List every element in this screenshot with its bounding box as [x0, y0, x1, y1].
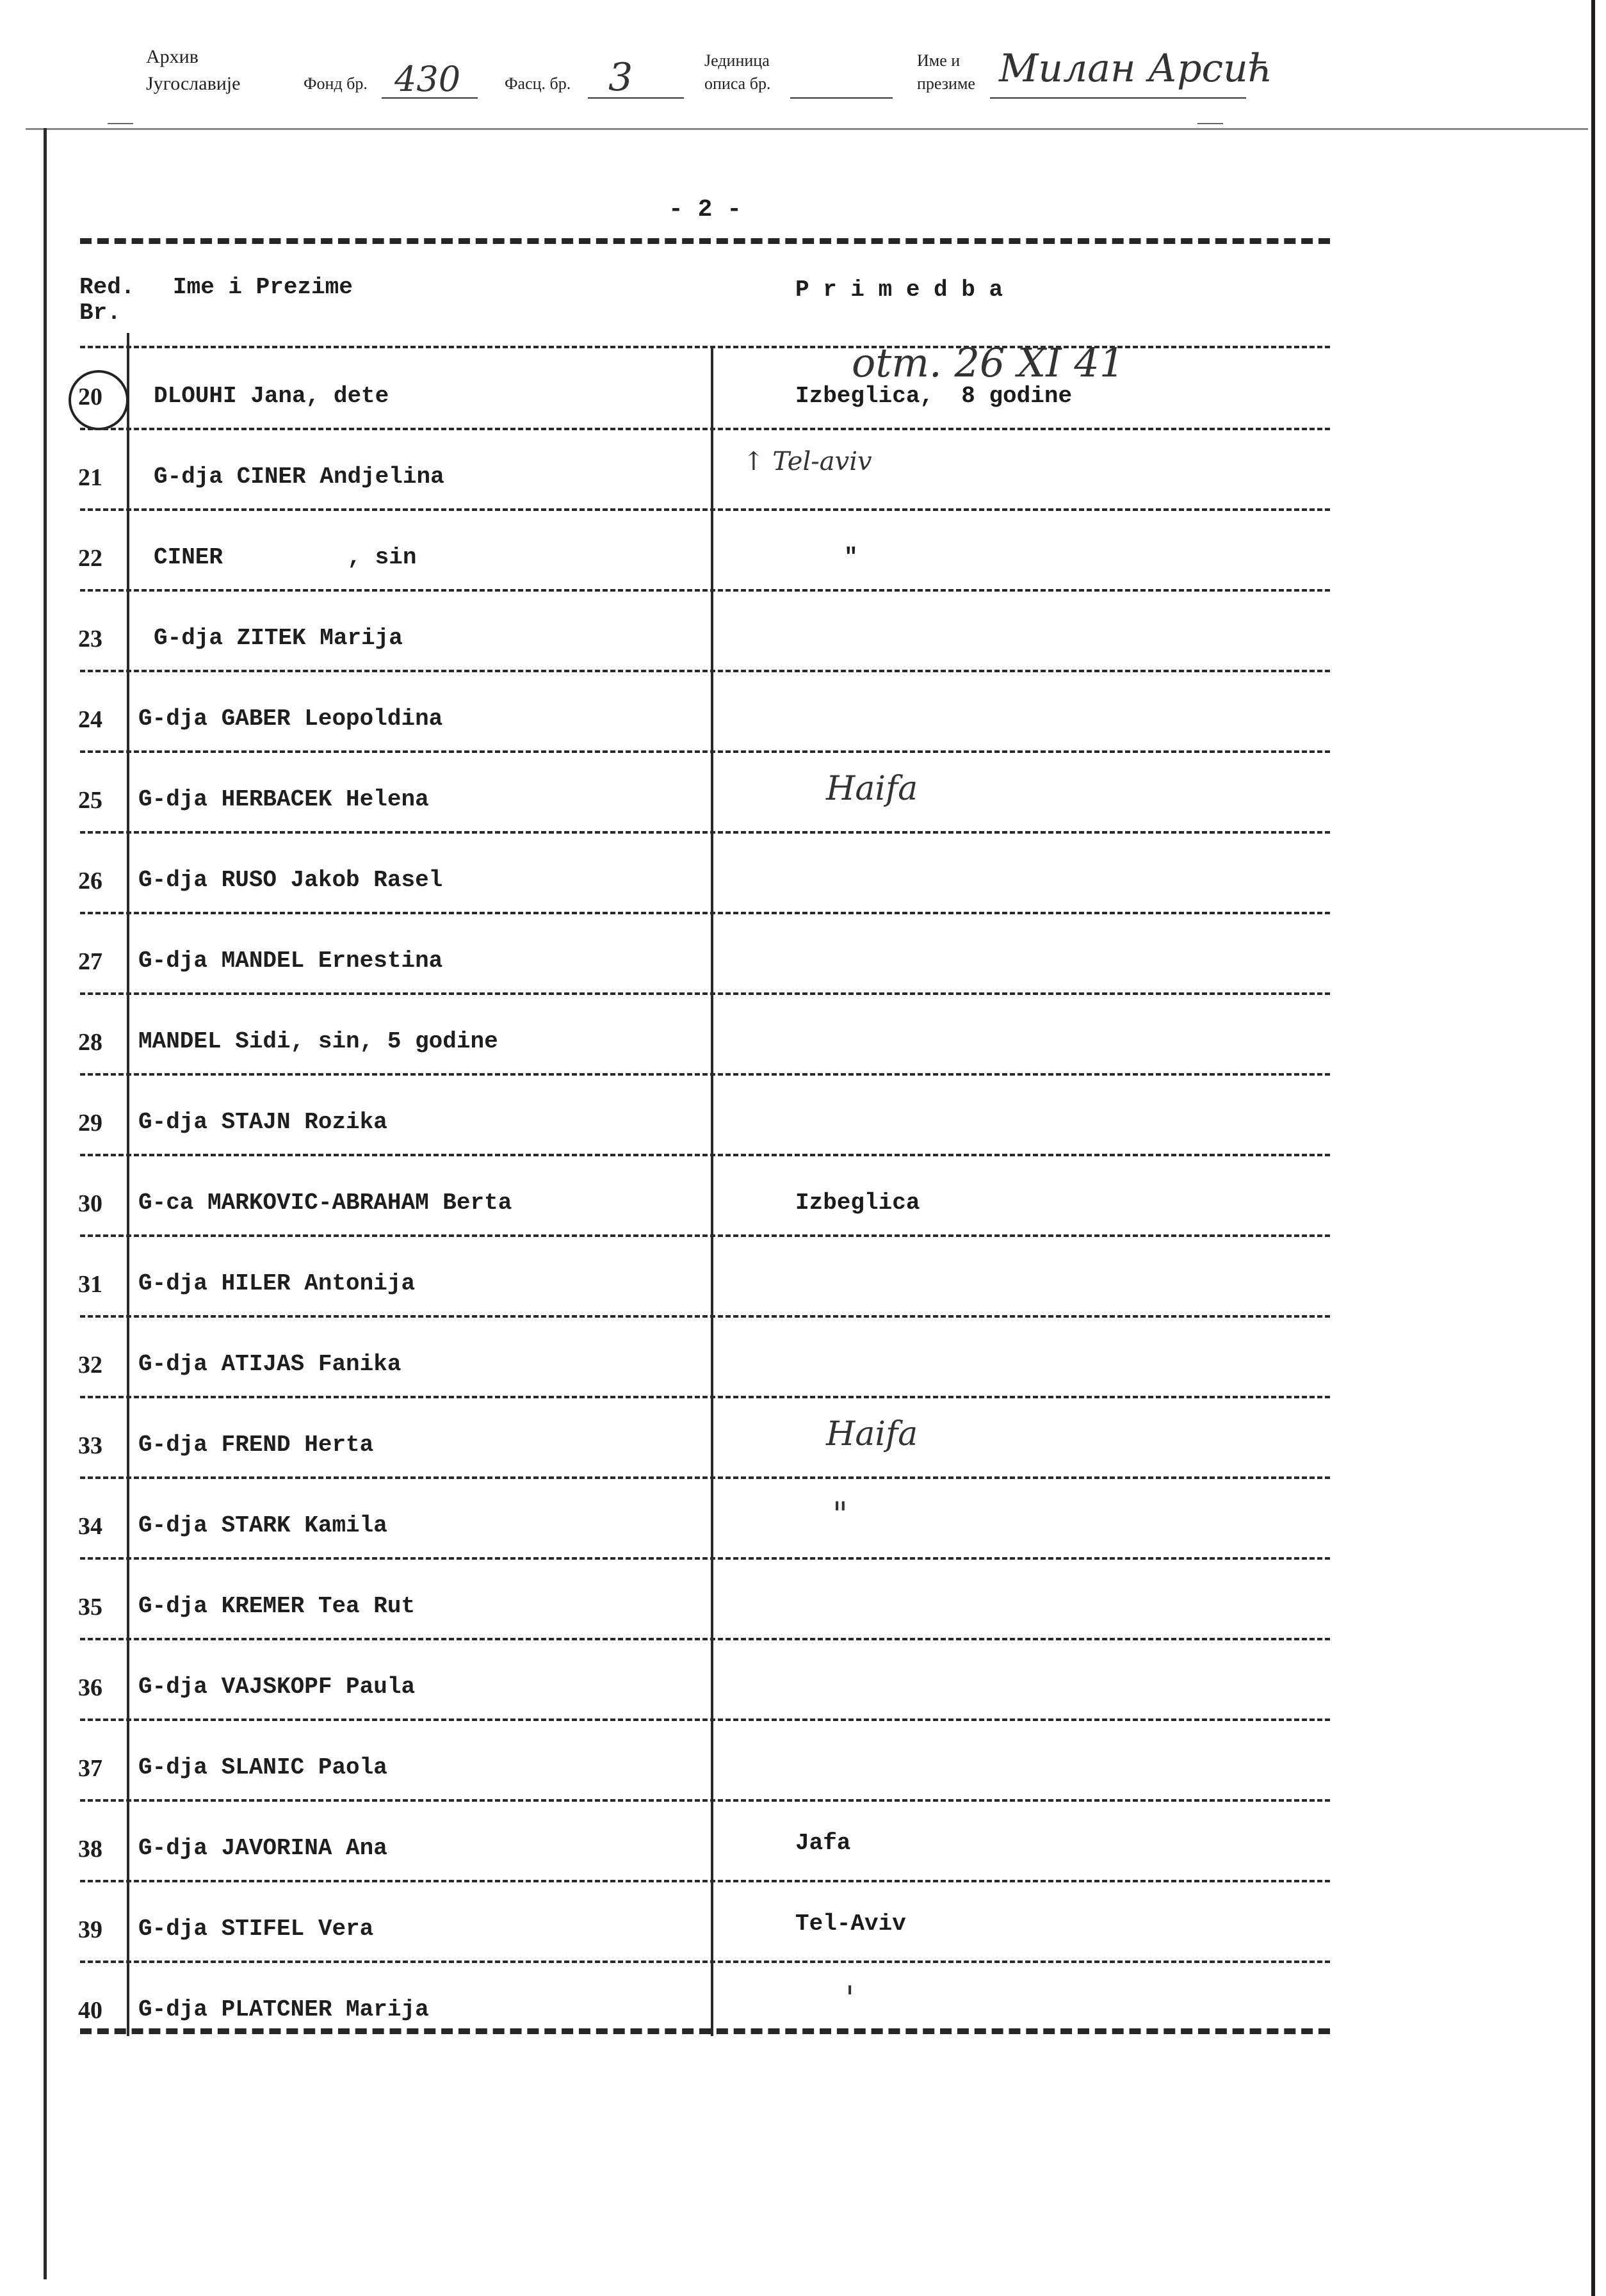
row-number: 36 [78, 1674, 102, 1701]
row-name: MANDEL Sidi, sin, 5 godine [138, 1028, 498, 1055]
row-number: 32 [78, 1352, 102, 1378]
row-note-handwritten: " [832, 1496, 848, 1534]
row-number: 30 [78, 1190, 102, 1217]
row-separator-rule [80, 912, 1330, 914]
row-note-handwritten: ' [845, 1980, 855, 2018]
row-note-typed: Izbeglica, 8 godine [795, 383, 1073, 409]
row-number: 28 [78, 1029, 102, 1056]
row-separator-rule [80, 508, 1330, 511]
row-separator-rule [80, 670, 1330, 672]
row-name: G-dja FREND Herta [138, 1432, 374, 1458]
row-name: G-dja KREMER Tea Rut [138, 1593, 416, 1619]
row-name: G-dja JAVORINA Ana [138, 1835, 387, 1861]
row-number: 21 [78, 464, 102, 491]
row-separator-rule [80, 1799, 1330, 1802]
row-separator-rule [80, 750, 1330, 753]
row-separator-rule [80, 1073, 1330, 1076]
row-name: G-dja HERBACEK Helena [138, 786, 429, 812]
row-separator-rule [80, 1718, 1330, 1721]
row-number: 34 [78, 1513, 102, 1540]
row-number: 29 [78, 1110, 102, 1136]
row-number: 27 [78, 948, 102, 975]
row-note-typed: Tel-Aviv [795, 1911, 906, 1937]
row-separator-rule [80, 1476, 1330, 1479]
row-name: G-dja SLANIC Paola [138, 1754, 387, 1781]
header-name-column: Ime i Prezime [173, 274, 353, 300]
list-bottom-rule [80, 2028, 1330, 2034]
row-name: G-dja CINER Andjelina [154, 464, 444, 490]
row-note-handwritten: ↑ Tel-aviv [743, 447, 872, 476]
name-label-2: презиме [917, 74, 975, 93]
row-number: 20 [78, 384, 102, 410]
row-number: 38 [78, 1836, 102, 1863]
row-name: G-dja MANDEL Ernestina [138, 948, 443, 974]
name-label-1: Име и [917, 51, 961, 70]
row-number: 35 [78, 1594, 102, 1621]
row-number: 37 [78, 1755, 102, 1782]
scan-edge-left [44, 128, 47, 2279]
scan-edge-right [1591, 0, 1595, 2296]
row-separator-rule [80, 992, 1330, 995]
header-red: Red. [79, 274, 135, 300]
row-name: G-ca MARKOVIC-ABRAHAM Berta [138, 1190, 512, 1216]
row-note-handwritten: Haifa [826, 770, 918, 808]
row-number: 33 [78, 1432, 102, 1459]
row-note-handwritten: Haifa [826, 1415, 918, 1453]
fasc-value: 3 [608, 55, 633, 100]
row-number: 39 [78, 1916, 102, 1943]
number-column-separator [127, 333, 129, 2036]
row-name: G-dja STIFEL Vera [138, 1916, 374, 1942]
scan-edge-top [26, 128, 1588, 130]
row-name: G-dja ATIJAS Fanika [138, 1351, 402, 1377]
archive-name-line2: Југославије [146, 73, 241, 94]
row-name: G-dja HILER Antonija [138, 1270, 416, 1297]
row-separator-rule [80, 1315, 1330, 1318]
unit-label-1: Јединица [704, 51, 770, 70]
fond-value: 430 [394, 59, 461, 99]
fasc-label: Фасц. бр. [505, 74, 571, 93]
header-bottom-rule [80, 346, 1330, 348]
header-note-column: P r i m e d b a [795, 277, 1003, 303]
row-name: G-dja PLATCNER Marija [138, 1996, 429, 2023]
row-name: CINER , sin [154, 544, 417, 570]
page-number: - 2 - [669, 196, 742, 223]
row-name: DLOUHI Jana, dete [154, 383, 389, 409]
row-number: 24 [78, 706, 102, 733]
archive-name-line1: Архив [146, 46, 199, 67]
archivist-signature: Милан Арсић [999, 46, 1273, 91]
unit-label-2: описа бр. [704, 74, 771, 93]
row-name: G-dja STARK Kamila [138, 1512, 387, 1539]
row-name: G-dja VAJSKOPF Paula [138, 1674, 416, 1700]
handwritten-removal-note: otm. 26 XI 41 [852, 339, 1125, 386]
row-name: G-dja ZITEK Marija [154, 625, 403, 651]
note-column-separator [711, 346, 713, 2036]
row-name: G-dja RUSO Jakob Rasel [138, 867, 443, 893]
row-note-typed: Izbeglica [795, 1190, 920, 1216]
row-separator-rule [80, 589, 1330, 592]
row-number: 25 [78, 787, 102, 814]
row-number: 23 [78, 626, 102, 652]
row-note-typed: " [844, 544, 858, 570]
row-separator-rule [80, 1557, 1330, 1560]
row-separator-rule [80, 831, 1330, 834]
row-note-typed: Jafa [795, 1830, 851, 1856]
row-number: 26 [78, 868, 102, 894]
row-separator-rule [80, 1880, 1330, 1882]
row-number: 31 [78, 1271, 102, 1298]
row-number: 40 [78, 1997, 102, 2024]
row-separator-rule [80, 1960, 1330, 1963]
row-name: G-dja GABER Leopoldina [138, 706, 443, 732]
row-separator-rule [80, 1396, 1330, 1398]
row-separator-rule [80, 1638, 1330, 1640]
row-separator-rule [80, 1154, 1330, 1156]
row-separator-rule [80, 1234, 1330, 1237]
row-separator-rule [80, 428, 1330, 430]
header-br: Br. [79, 300, 121, 326]
header-top-rule [80, 238, 1330, 244]
row-number: 22 [78, 545, 102, 572]
fond-label: Фонд бр. [304, 74, 368, 93]
row-name: G-dja STAJN Rozika [138, 1109, 387, 1135]
